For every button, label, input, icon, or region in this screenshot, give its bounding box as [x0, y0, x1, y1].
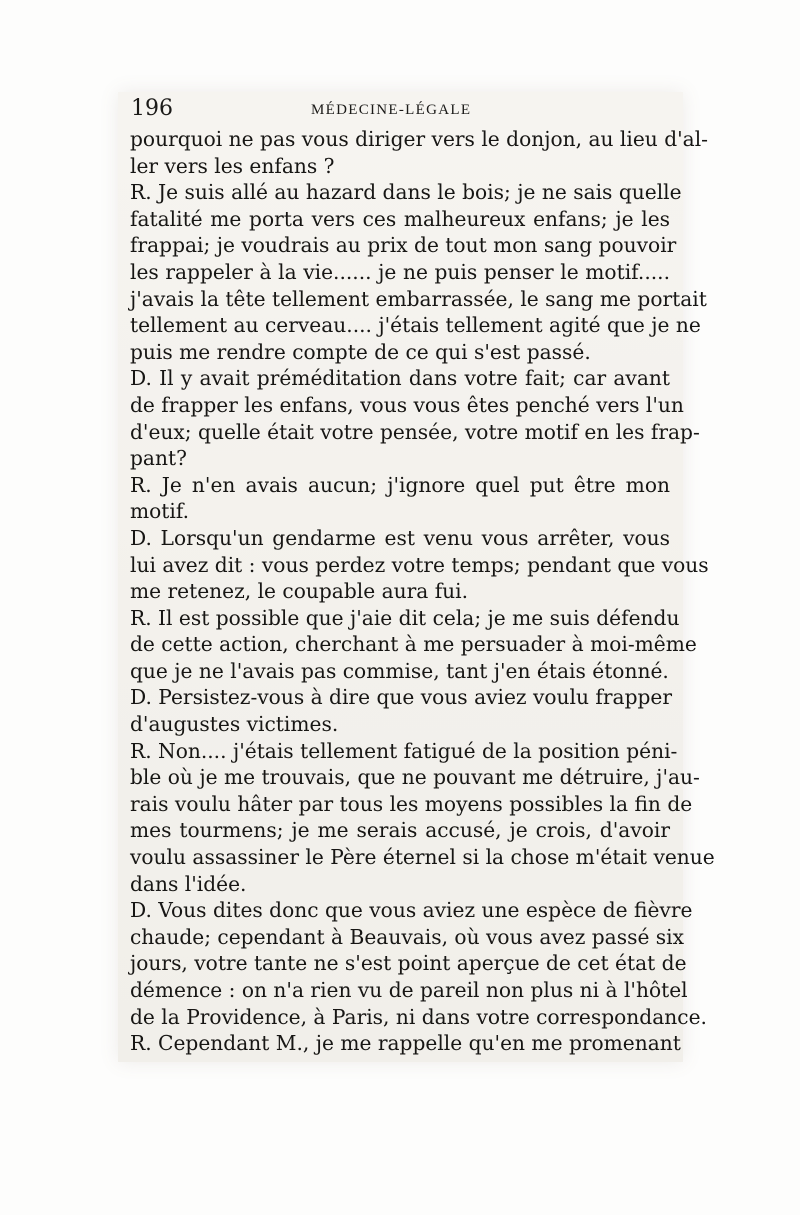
text-line: R. Il est possible que j'aie dit cela; je me suis défendu	[130, 605, 680, 630]
text-line: D. Vous dites donc que vous aviez une espèce de fièvre	[130, 898, 693, 923]
text-line: frappai; je voudrais au prix de tout mon sang pouvoir	[130, 233, 677, 258]
text-line: mes tourmens; je me serais accusé, je crois, d'avoir	[130, 818, 670, 843]
text-line: démence : on n'a rien vu de pareil non plus ni à l'hôtel	[130, 978, 688, 1002]
text-line: jours, votre tante ne s'est point aperçue de cet état de	[130, 951, 687, 976]
text-line: me retenez, le coupable aura fui.	[130, 579, 469, 604]
text-line: pant?	[130, 446, 187, 471]
text-line: lui avez dit : vous perdez votre temps; pendant que vous	[130, 552, 709, 577]
text-line: R. Je n'en avais aucun; j'ignore quel put être mon	[130, 472, 670, 497]
text-line: R. Cependant M., je me rappelle qu'en me promenant	[130, 1031, 681, 1056]
text-line: que je ne l'avais pas commise, tant j'en étais étonné.	[130, 658, 669, 683]
text-line: D. Il y avait préméditation dans votre fait; car avant	[130, 366, 670, 391]
page-header	[131, 96, 671, 124]
page-number: 196	[131, 96, 173, 121]
text-line: tellement au cerveau.... j'étais tellement agité que je ne	[130, 313, 701, 338]
body-text	[130, 126, 715, 1057]
text-line: D. Lorsqu'un gendarme est venu vous arrêter, vous	[130, 525, 670, 550]
text-line: ble où je me trouvais, que ne pouvant me détruire, j'au-	[130, 765, 700, 790]
text-line: D. Persistez-vous à dire que vous aviez voulu frapper	[130, 685, 673, 710]
text-line: ler vers les enfans ?	[130, 153, 335, 178]
text-line: R. Je suis allé au hazard dans le bois; je ne sais quelle	[130, 180, 682, 205]
text-line: de la Providence, à Paris, ni dans votre correspondance.	[130, 1004, 707, 1029]
running-title: MÉDECINE-LÉGALE	[311, 102, 472, 118]
text-line: pourquoi ne pas vous diriger vers le donjon, au lieu d'al-	[130, 127, 708, 151]
text-line: de cette action, cherchant à me persuader à moi-même	[130, 632, 697, 657]
text-line: motif.	[130, 499, 190, 524]
text-line: de frapper les enfans, vous vous êtes penché vers l'un	[130, 392, 684, 417]
text-line: puis me rendre compte de ce qui s'est passé.	[130, 339, 591, 364]
text-line: chaude; cependant à Beauvais, où vous avez passé six	[130, 924, 685, 949]
text-line: d'eux; quelle était votre pensée, votre motif en les frap-	[130, 419, 700, 444]
text-line: d'augustes victimes.	[130, 712, 339, 737]
text-line: R. Non.... j'étais tellement fatigué de la position péni-	[130, 738, 678, 763]
text-line: fatalité me porta vers ces malheureux enfans; je les	[130, 206, 670, 231]
text-line: dans l'idée.	[130, 871, 247, 896]
text-line: rais voulu hâter par tous les moyens possibles la fin de	[130, 791, 693, 816]
text-line: j'avais la tête tellement embarrassée, le sang me portait	[130, 286, 707, 311]
text-line: les rappeler à la vie...... je ne puis penser le motif.....	[130, 259, 670, 284]
text-line: voulu assassiner le Père éternel si la chose m'était venue	[130, 845, 715, 870]
